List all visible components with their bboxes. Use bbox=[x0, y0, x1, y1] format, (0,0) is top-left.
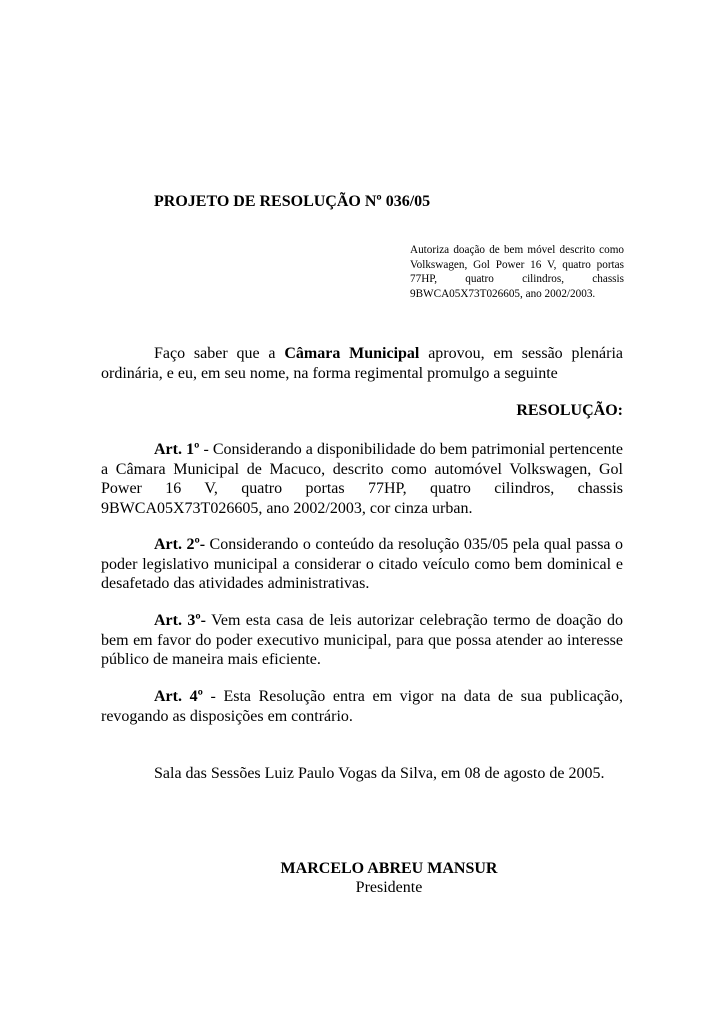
article-1-text: - Considerando a disponibilidade do bem patrimonial pertencente a Câmara Municipal de Macuco, descrito como automóvel Volkswagen, Gol Power 16 V, quatro portas 77HP, quatro cilindros, chassis 9BWCA05X73T026605, ano 2002/2003, cor cinza urban. bbox=[101, 441, 624, 517]
article-2-label: Art. 2º- bbox=[154, 536, 206, 553]
article-4 bbox=[101, 687, 623, 726]
intro-bold-institution: Câmara Municipal bbox=[284, 345, 420, 362]
article-2 bbox=[101, 535, 623, 594]
article-3 bbox=[101, 611, 623, 670]
intro-text-before: Faço saber que a bbox=[154, 345, 285, 362]
article-3-text: Vem esta casa de leis autorizar celebração termo de doação do bem em favor do poder executivo municipal, para que possa atender ao interesse público de maneira mais eficiente. bbox=[101, 612, 623, 669]
intro-paragraph bbox=[101, 344, 623, 383]
ementa-summary: Autoriza doação de bem móvel descrito como Volkswagen, Gol Power 16 V, quatro portas 77HP, quatro cilindros, chassis 9BWCA05X73T026605, ano 2002/2003. bbox=[410, 244, 624, 300]
article-3-label: Art. 3º- bbox=[154, 612, 206, 629]
intro-text-after: aprovou, em sessão plenária ordinária, e eu, em seu nome, na forma regimental promulgo a seguinte bbox=[101, 345, 624, 382]
signatory-role: Presidente bbox=[355, 879, 423, 896]
signatory-name: MARCELO ABREU MANSUR bbox=[280, 860, 498, 877]
article-1-label: Art. 1º bbox=[154, 441, 200, 458]
document-title: PROJETO DE RESOLUÇÃO Nº 036/05 bbox=[154, 193, 431, 210]
closing-place-date: Sala das Sessões Luiz Paulo Vogas da Silva, em 08 de agosto de 2005. bbox=[154, 765, 605, 782]
article-4-text: - Esta Resolução entra em vigor na data de sua publicação, revogando as disposições em contrário. bbox=[101, 688, 624, 725]
signature-block bbox=[101, 859, 677, 897]
article-2-text: Considerando o conteúdo da resolução 035/05 pela qual passa o poder legislativo municipal a considerar o citado veículo como bem dominical e desafetado das atividades administrativas. bbox=[101, 536, 624, 593]
article-1 bbox=[101, 440, 623, 518]
article-4-label: Art. 4º bbox=[154, 688, 203, 705]
resolution-heading: RESOLUÇÃO: bbox=[516, 402, 623, 419]
